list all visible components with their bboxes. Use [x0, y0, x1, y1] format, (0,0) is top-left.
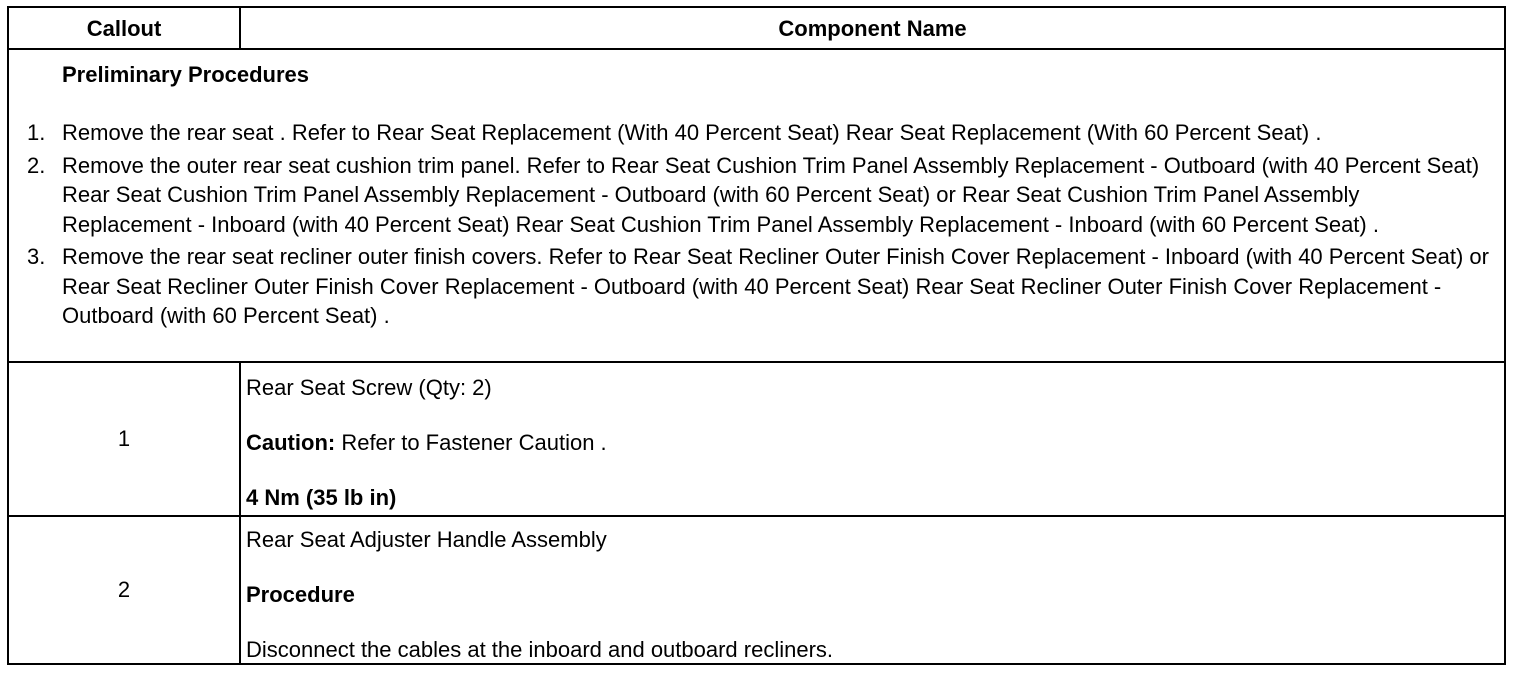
preliminary-steps — [9, 118, 1489, 334]
callout-number: 2 — [117, 577, 131, 602]
step-number: 1. — [27, 120, 46, 145]
header-callout: Callout — [86, 16, 162, 41]
torque-spec: 4 Nm (35 lb in) — [246, 485, 397, 510]
preliminary-step — [9, 151, 1489, 240]
component-name: Rear Seat Screw (Qty: 2) — [246, 375, 492, 400]
procedure-label: Procedure — [246, 582, 355, 607]
header-bottom-rule — [9, 48, 1504, 50]
caution-text: Refer to Fastener Caution . — [335, 430, 607, 455]
step-text: Remove the rear seat . Refer to Rear Seat Replacement (With 40 Percent Seat) Rear Seat Replacement (With 60 Percent Seat) . — [62, 120, 1322, 145]
caution-label: Caution: — [246, 430, 336, 455]
component-table — [7, 6, 1506, 665]
preliminary-procedures — [9, 52, 1504, 362]
step-number: 3. — [27, 244, 46, 269]
caution-line — [246, 430, 607, 456]
header-component-name: Component Name — [778, 16, 967, 41]
procedure-text: Disconnect the cables at the inboard and outboard recliners. — [246, 637, 834, 662]
preliminary-step — [9, 118, 1489, 148]
table-row — [9, 363, 1504, 515]
step-text: Remove the rear seat recliner outer finish covers. Refer to Rear Seat Recliner Outer Finish Cover Replacement - Inboard (with 40 Percent Seat) or Rear Seat Recliner Outer Finish Cover Replacement - Outboard (with 40 Percent Seat) Rear Seat Recliner Outer Finish Cover Replacement - Outboard (with 60 Percent Seat) . — [62, 244, 1489, 328]
component-name: Rear Seat Adjuster Handle Assembly — [246, 527, 607, 552]
step-text: Remove the outer rear seat cushion trim panel. Refer to Rear Seat Cushion Trim Panel Assembly Replacement - Outboard (with 40 Percent Seat) Rear Seat Cushion Trim Panel Assembly Replacement - Outboard (with 60 Percent Seat) or Rear Seat Cushion Trim Panel Assembly Replacement - Inboard (with 40 Percent Seat) Rear Seat Cushion Trim Panel Assembly Replacement - Inboard (with 60 Percent Seat) . — [62, 152, 1480, 237]
header-divider — [239, 8, 241, 50]
preliminary-step — [9, 242, 1489, 331]
step-number: 2. — [27, 152, 46, 178]
preliminary-title: Preliminary Procedures — [62, 62, 310, 87]
table-row — [9, 517, 1504, 663]
callout-number: 1 — [117, 426, 131, 451]
